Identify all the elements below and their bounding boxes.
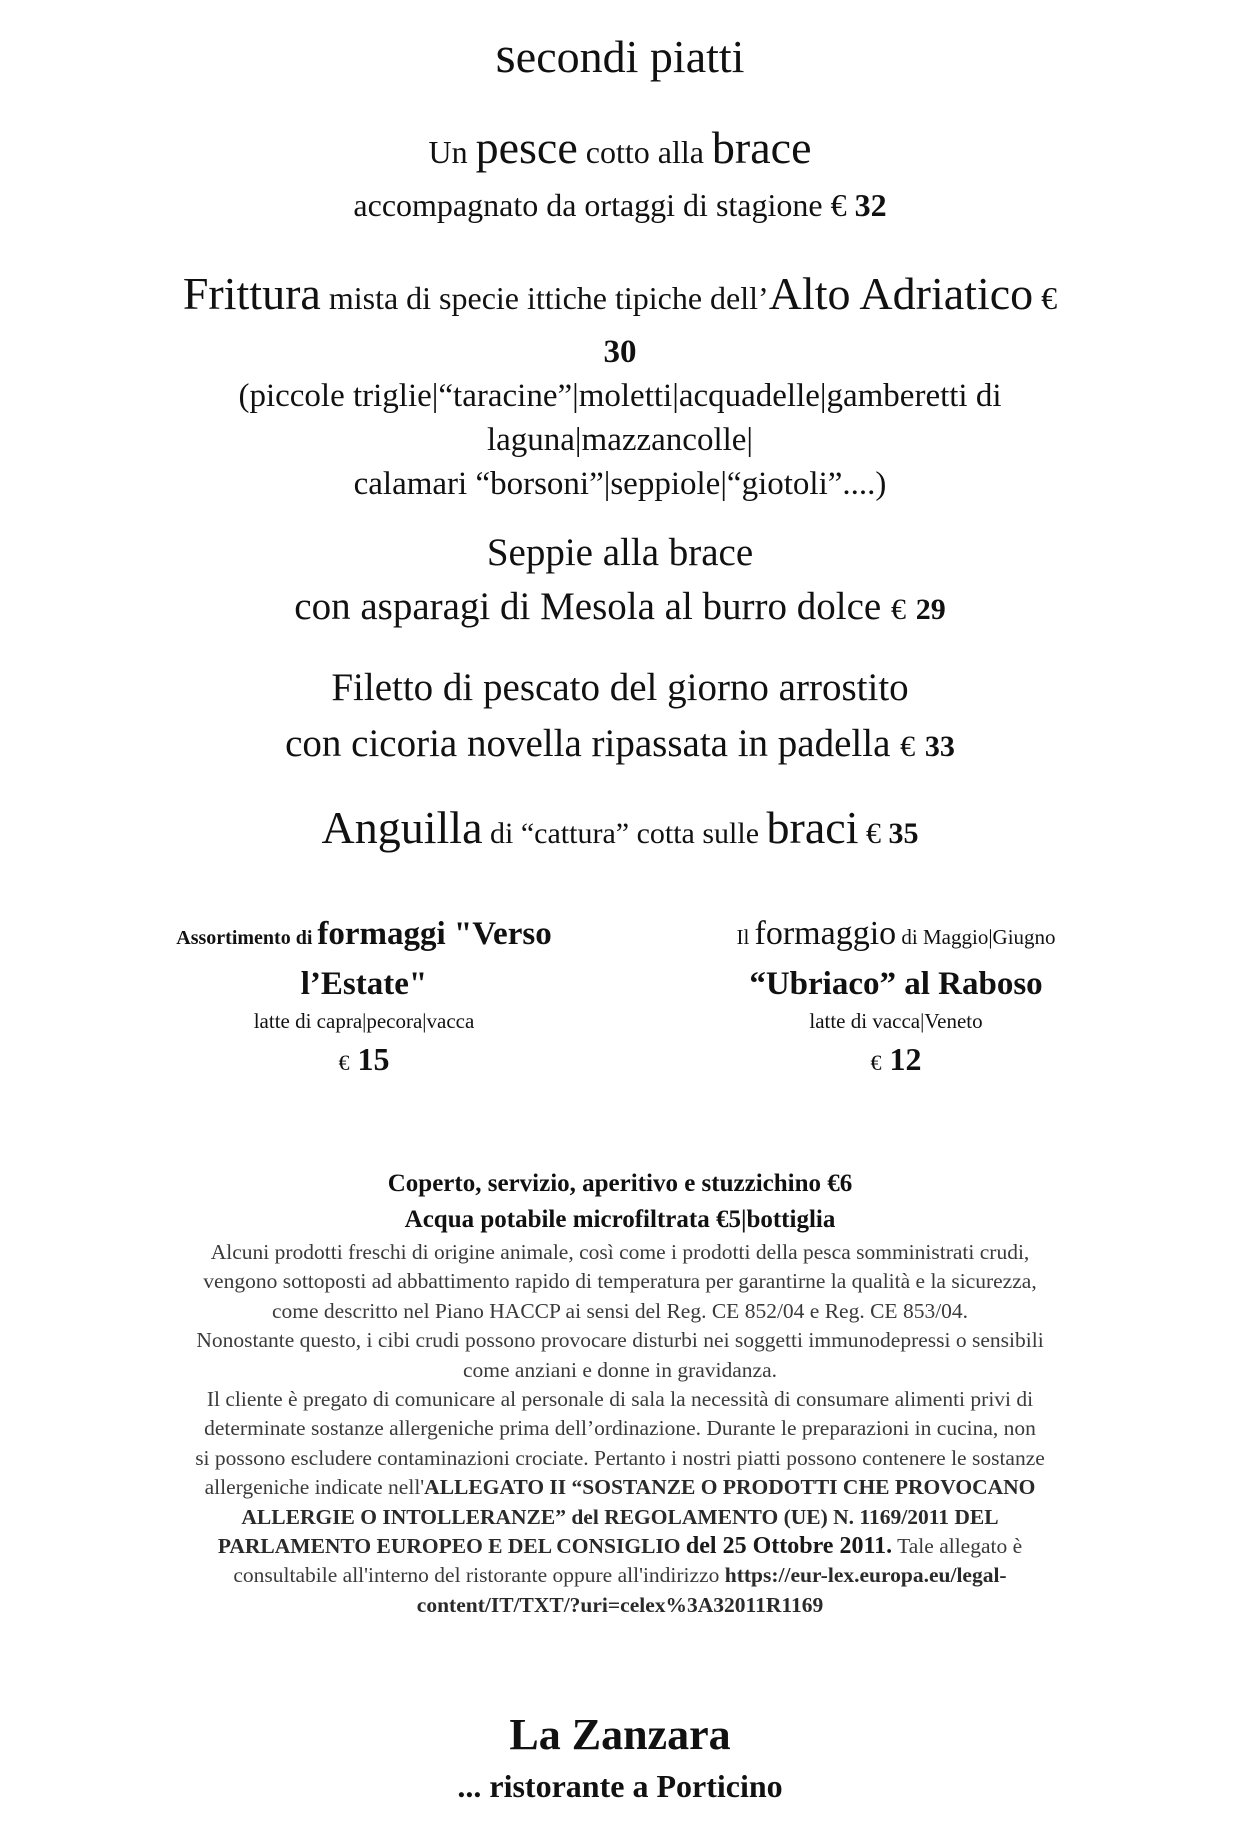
notes-line: PARLAMENTO EUROPEO E DEL CONSIGLIO del 25 Ottobre 2011. Tale allegato è [217, 1533, 1023, 1560]
notes-line: determinate sostanze allergeniche prima dell’ordinazione. Durante le preparazioni in cucina, non [204, 1416, 1036, 1441]
dish-price: 35 [888, 817, 919, 850]
notes-line: come anziani e donne in gravidanza. [463, 1357, 777, 1382]
notes-line: ALLERGIE O INTOLLERANZE” del REGOLAMENTO (UE) N. 1169/2011 DEL [241, 1504, 999, 1529]
restaurant-name: La Zanzara [509, 1710, 731, 1759]
dish-details: laguna|mazzancolle| [486, 422, 754, 458]
dish-fish-fillet [60, 660, 1180, 775]
currency-symbol: € [1033, 280, 1058, 316]
dish-price: 30 [603, 334, 637, 370]
cheese-price: € 15 [338, 1041, 390, 1077]
dish-name: Frittura mista di specie ittiche tipiche dell’Alto Adriatico € [182, 268, 1058, 319]
currency-symbol: € [890, 593, 906, 626]
currency-symbol: € [858, 817, 889, 850]
cheese-name: Assortimento di formaggi "Verso [176, 916, 552, 952]
eur-lex-link-cont[interactable]: content/IT/TXT/?uri=celex%3A32011R1169 [416, 1592, 824, 1617]
cheese-assortment [104, 912, 624, 1086]
title-rest: econdi piatti [515, 31, 745, 82]
dish-name: Un pesce cotto alla brace [428, 122, 812, 173]
dish-description: con asparagi di Mesola al burro dolce € 29 [294, 585, 946, 628]
cheese-name: Il formaggio di Maggio|Giugno [736, 915, 1056, 952]
notes-line [60, 1591, 1180, 1620]
dish-name: Anguilla di “cattura” cotta sulle braci € 35 [321, 802, 919, 853]
notes-line: come descritto nel Piano HACCP ai sensi del Reg. CE 852/04 e Reg. CE 853/04. [271, 1298, 969, 1323]
cover-charge: Coperto, servizio, aperitivo e stuzzichino €6 [387, 1170, 853, 1197]
notes-line: Alcuni prodotti freschi di origine animale, così come i prodotti della pesca somministrati crudi, [210, 1240, 1030, 1264]
water-price: Acqua potabile microfiltrata €5|bottiglia [404, 1206, 836, 1233]
dish-grilled-fish [60, 118, 1180, 228]
dish-eel [60, 795, 1180, 867]
restaurant-tagline: ... ristorante a Porticino [457, 1768, 783, 1804]
currency-symbol: € [900, 730, 916, 763]
cheese-price: € 12 [870, 1041, 922, 1077]
dish-name: Filetto di pescato del giorno arrostito [331, 666, 909, 709]
legal-notes [60, 1166, 1180, 1620]
cheese-milk: latte di vacca|Veneto [809, 1009, 983, 1033]
notes-line: si possono escludere contaminazioni crociate. Pertanto i nostri piatti possono contenere le sostanze [195, 1445, 1045, 1470]
dish-description: accompagnato da ortaggi di stagione € 32 [353, 187, 887, 223]
dish-price: 29 [915, 593, 946, 626]
cheese-of-month [636, 912, 1156, 1086]
cheese-milk: latte di capra|pecora|vacca [253, 1009, 475, 1033]
cheese-name-cont: “Ubriaco” al Raboso [749, 966, 1043, 1002]
dish-fried-mix [60, 262, 1180, 506]
notes-line: Il cliente è pregato di comunicare al personale di sala la necessità di consumare alimenti privi di [206, 1387, 1034, 1412]
dish-price: 32 [854, 187, 887, 223]
eur-lex-link[interactable]: https://eur-lex.europa.eu/legal- [724, 1563, 1007, 1588]
dish-description: con cicoria novella ripassata in padella € 33 [285, 722, 955, 765]
dish-cuttlefish [60, 526, 1180, 637]
notes-line: Nonostante questo, i cibi crudi possono provocare disturbi nei soggetti immunodepressi o sensibili [196, 1328, 1044, 1353]
notes-line: consultabile all'interno del ristorante oppure all'indirizzo https://eur-lex.europa.eu/legal- [233, 1563, 1007, 1588]
title-initial: s [495, 27, 516, 84]
notes-line: vengono sottoposti ad abbattimento rapido di temperatura per garantirne la qualità e la sicurezza, [203, 1269, 1037, 1294]
notes-line: allergeniche indicate nell'ALLEGATO II “SOSTANZE O PRODOTTI CHE PROVOCANO [204, 1475, 1036, 1500]
footer [0, 1706, 1240, 1808]
dish-price: 33 [924, 730, 955, 763]
section-title [0, 28, 1240, 85]
dish-details: (piccole triglie|“taracine”|moletti|acquadelle|gamberetti di [238, 378, 1002, 414]
dish-name: Seppie alla brace [486, 531, 754, 574]
cheese-name-cont: l’Estate" [300, 966, 428, 1002]
currency-symbol: € [830, 187, 847, 223]
dish-details: calamari “borsoni”|seppiole|“giotoli”....) [353, 466, 887, 502]
